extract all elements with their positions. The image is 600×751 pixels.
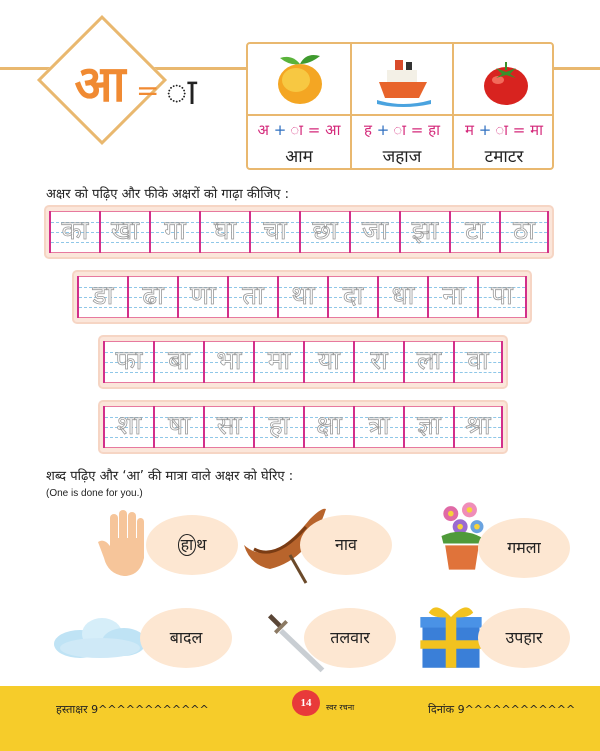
trace-row-1 <box>46 207 552 257</box>
trace-letter: पा <box>491 281 513 311</box>
word-hath[interactable]: हा थ <box>146 515 238 575</box>
trace-cell[interactable] <box>253 406 303 448</box>
trace-cell[interactable] <box>49 211 99 253</box>
trace-cell[interactable] <box>303 406 353 448</box>
trace-letter: णा <box>190 281 216 311</box>
matra-sign: ा <box>166 72 197 113</box>
trace-letter: जा <box>361 216 389 246</box>
trace-letter: मा <box>267 346 291 376</box>
circled-letter: हा <box>178 534 197 556</box>
gift-icon <box>414 598 488 672</box>
trace-letter: षा <box>168 411 190 441</box>
trace-letter: टा <box>465 216 485 246</box>
trace-cell[interactable] <box>103 406 153 448</box>
trace-letter: श्रा <box>465 411 491 441</box>
example-word: जहाज <box>382 147 422 167</box>
example-2 <box>350 44 452 168</box>
trace-cell[interactable] <box>349 211 399 253</box>
trace-cell[interactable] <box>99 211 149 253</box>
trace-letter: ढा <box>142 281 164 311</box>
example-separator <box>454 114 554 116</box>
word-uphaar[interactable]: उपहार <box>478 608 570 668</box>
trace-cell[interactable] <box>299 211 349 253</box>
trace-cell[interactable] <box>353 341 403 383</box>
trace-cell[interactable] <box>403 406 453 448</box>
example-separator <box>248 114 350 116</box>
trace-letter: ना <box>442 281 464 311</box>
trace-cell[interactable] <box>203 341 253 383</box>
trace-cell[interactable] <box>377 276 427 318</box>
trace-cell[interactable] <box>227 276 277 318</box>
examples-box <box>246 42 554 170</box>
book-name: स्वर रचना <box>326 703 355 712</box>
trace-letter: क्षा <box>316 411 342 441</box>
trace-cell[interactable] <box>453 406 503 448</box>
vowel-letter: आ <box>74 55 126 113</box>
circle-instruction: शब्द पढ़िए और ‘आ’ की मात्रा वाले अक्षर को घेरिए : <box>46 469 294 484</box>
page-number: 14 <box>292 690 320 716</box>
header-line-right <box>554 67 600 70</box>
mango-icon <box>274 50 326 108</box>
trace-row-4 <box>100 402 506 452</box>
trace-letter: घा <box>213 216 237 246</box>
trace-cell[interactable] <box>327 276 377 318</box>
trace-letter: शा <box>116 411 142 441</box>
trace-cell[interactable] <box>253 341 303 383</box>
trace-cell[interactable] <box>153 341 203 383</box>
trace-letter: त्रा <box>368 411 390 441</box>
trace-letter: झा <box>411 216 439 246</box>
trace-letter: था <box>291 281 315 311</box>
trace-cell[interactable] <box>303 341 353 383</box>
tracing-instruction: अक्षर को पढ़िए और फीके अक्षरों को गाढ़ा कीजिए : <box>46 187 289 202</box>
trace-letter: डा <box>92 281 114 311</box>
trace-letter: हा <box>268 411 290 441</box>
trace-cell[interactable] <box>353 406 403 448</box>
trace-cell[interactable] <box>399 211 449 253</box>
trace-letter: खा <box>110 216 139 246</box>
trace-letter: दा <box>342 281 364 311</box>
example-word: टमाटर <box>484 147 524 167</box>
trace-cell[interactable] <box>103 341 153 383</box>
ship-icon <box>372 50 434 108</box>
trace-letter: भा <box>216 346 242 376</box>
example-1 <box>248 44 350 168</box>
trace-letter: ला <box>416 346 442 376</box>
example-formula: म + = मा <box>464 121 544 139</box>
trace-cell[interactable] <box>499 211 549 253</box>
trace-letter: या <box>318 346 340 376</box>
trace-cell[interactable] <box>127 276 177 318</box>
date-field[interactable]: दिनांक 9^^^^^^^^^^^^ <box>428 703 576 716</box>
example-3 <box>452 44 554 168</box>
trace-letter: ता <box>242 281 264 311</box>
word-talwaar[interactable]: तलवार <box>304 608 396 668</box>
trace-letter: सा <box>216 411 242 441</box>
trace-cell[interactable] <box>149 211 199 253</box>
example-word: आम <box>285 147 313 167</box>
trace-cell[interactable] <box>203 406 253 448</box>
example-separator <box>352 114 452 116</box>
trace-cell[interactable] <box>453 341 503 383</box>
example-note: (One is done for you.) <box>46 488 143 499</box>
trace-cell[interactable] <box>77 276 127 318</box>
equals-sign: = <box>136 74 160 107</box>
trace-letter: का <box>61 216 89 246</box>
example-formula: अ + = आ <box>257 121 341 139</box>
trace-letter: ज्ञा <box>417 411 441 441</box>
trace-cell[interactable] <box>177 276 227 318</box>
word-baadal[interactable]: बादल <box>140 608 232 668</box>
trace-cell[interactable] <box>403 341 453 383</box>
trace-letter: ठा <box>513 216 535 246</box>
trace-letter: छा <box>312 216 338 246</box>
trace-cell[interactable] <box>427 276 477 318</box>
trace-row-3 <box>100 337 506 387</box>
trace-letter: रा <box>370 346 388 376</box>
trace-letter: गा <box>164 216 186 246</box>
tomato-icon <box>480 50 532 108</box>
trace-letter: फा <box>115 346 143 376</box>
trace-row-2 <box>74 272 530 322</box>
example-formula: ह + = हा <box>363 121 441 139</box>
word-naav[interactable]: नाव <box>300 515 392 575</box>
signature-field[interactable]: हस्ताक्षर 9^^^^^^^^^^^^ <box>56 703 209 716</box>
trace-letter: धा <box>391 281 415 311</box>
trace-cell[interactable] <box>477 276 527 318</box>
trace-cell[interactable] <box>199 211 249 253</box>
trace-cell[interactable] <box>449 211 499 253</box>
trace-cell[interactable] <box>249 211 299 253</box>
trace-letter: चा <box>263 216 287 246</box>
trace-letter: वा <box>467 346 489 376</box>
cloud-icon <box>50 612 150 662</box>
trace-letter: बा <box>168 346 190 376</box>
trace-cell[interactable] <box>153 406 203 448</box>
trace-cell[interactable] <box>277 276 327 318</box>
word-gamla[interactable]: गमला <box>478 518 570 578</box>
